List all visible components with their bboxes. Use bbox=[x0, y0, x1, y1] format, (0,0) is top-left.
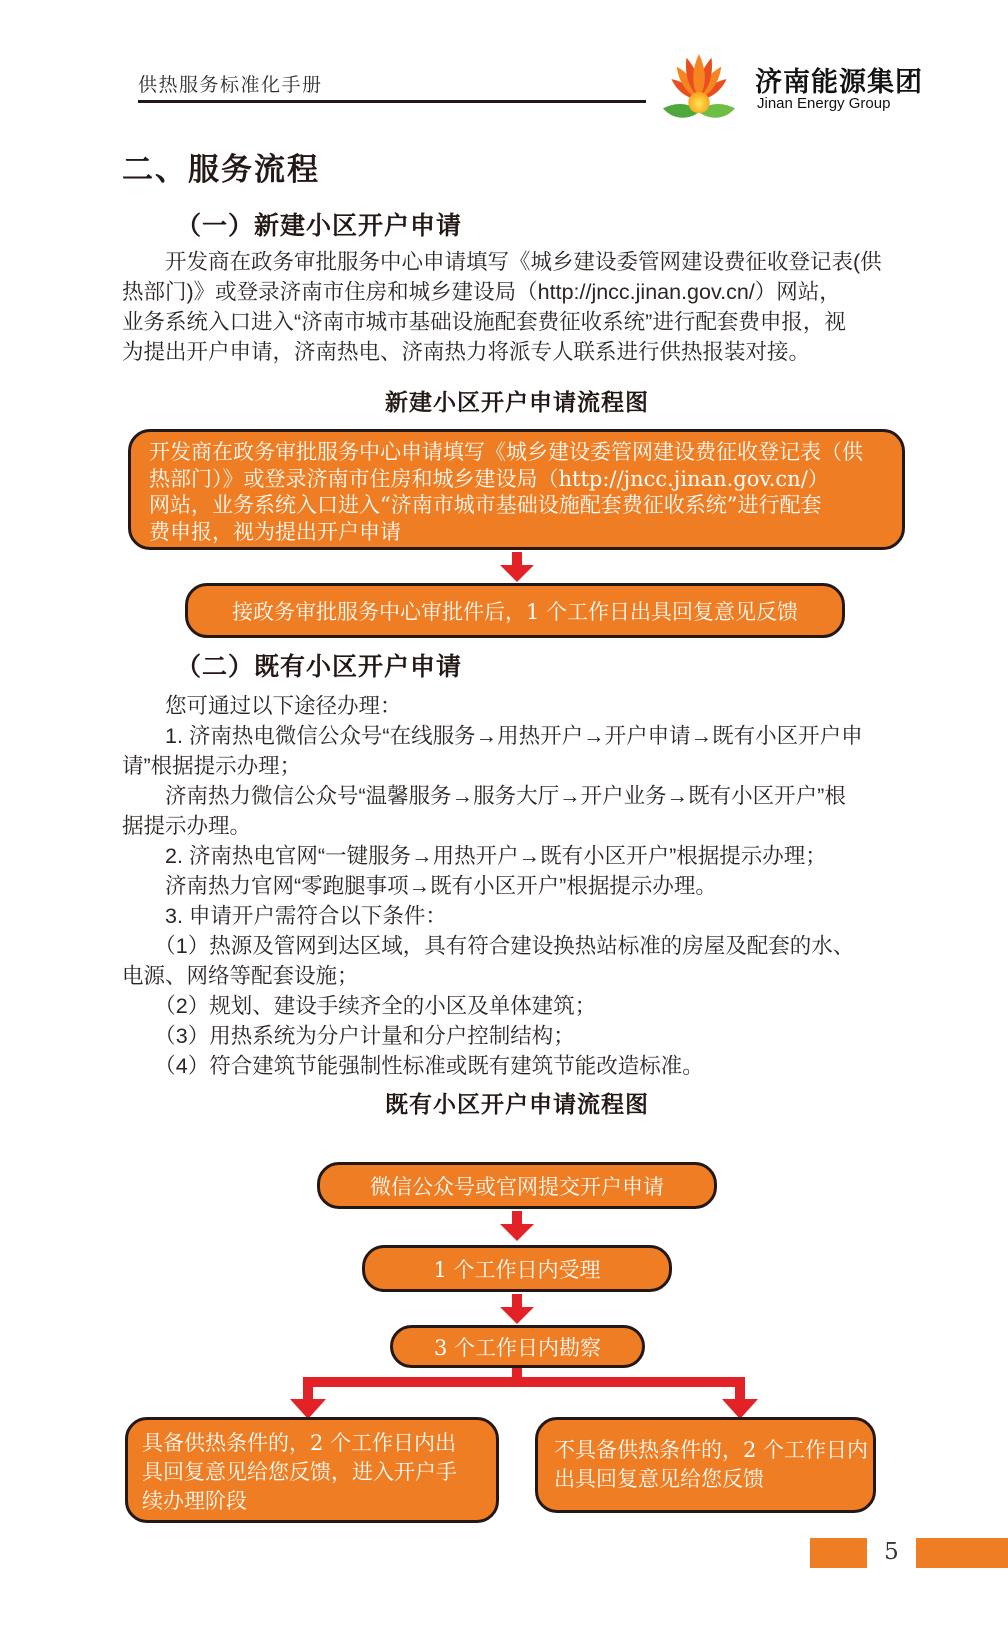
company-name-en: Jinan Energy Group bbox=[757, 95, 891, 112]
body-paragraph-1: 开发商在政务审批服务中心申请填写《城乡建设委管网建设费征收登记表(供 热部门)》或登录济南市住房和城乡建设局（http://jncc.jinan.gov.cn/）网站， 业务系统入口进入“济南市城市基础设施配套费征收系统”进行配套费申报，视 为提出开户申请，济南热电、济南热力将派专人联系进行供热报装对接。 bbox=[122, 250, 882, 364]
flowchart-2-title: 既有小区开户申请流程图 bbox=[385, 1091, 649, 1117]
section-title: 二、服务流程 bbox=[122, 152, 320, 187]
flow-box-conditions-not-met: 不具备供热条件的，2 个工作日内 出具回复意见给您反馈 bbox=[535, 1417, 876, 1513]
flame-lotus-icon bbox=[650, 52, 748, 122]
branch-connector-bar bbox=[303, 1377, 745, 1387]
header-rule bbox=[138, 100, 646, 103]
flow-box-reply-feedback: 接政务审批服务中心审批件后，1 个工作日出具回复意见反馈 bbox=[185, 583, 845, 638]
down-arrow-icon bbox=[500, 1294, 534, 1324]
footer-bar-left bbox=[810, 1538, 867, 1568]
branch-left-stem bbox=[303, 1386, 313, 1400]
flow-box-developer-apply: 开发商在政务审批服务中心申请填写《城乡建设委管网建设费征收登记表（供 热部门）》或登录济南市住房和城乡建设局（http://jncc.jinan.gov.cn/） 网站，业务系统入口进入“济南市城市基础设施配套费征收系统”进行配套 费申报，视为提出开户申请 bbox=[128, 429, 905, 550]
flow-box-accept: 1 个工作日内受理 bbox=[362, 1245, 672, 1292]
flow-box-conditions-met: 具备供热条件的，2 个工作日内出 具回复意见给您反馈，进入开户手 续办理阶段 bbox=[125, 1417, 499, 1523]
branch-right-stem bbox=[735, 1386, 745, 1400]
subsection-2-heading: （二）既有小区开户申请 bbox=[176, 653, 463, 681]
doc-title: 供热服务标准化手册 bbox=[138, 75, 323, 96]
down-arrow-icon bbox=[500, 1211, 534, 1241]
footer-bar-right bbox=[916, 1538, 1008, 1568]
flow-box-survey: 3 个工作日内勘察 bbox=[390, 1325, 645, 1368]
down-arrowhead-icon bbox=[290, 1399, 326, 1419]
page-number: 5 bbox=[884, 1539, 899, 1565]
body-paragraph-2: 您可通过以下途径办理： 1. 济南热电微信公众号“在线服务→用热开户→开户申请→既有小区开户申 请”根据提示办理； 济南热力微信公众号“温馨服务→服务大厅→开户业务→既有小区开户”根 据提示办理。 2. 济南热电官网“一键服务→用热开户→既有小区开户”根据提示办理； 济南热力官网“零跑腿事项→既有小区开户”根据提示办理。 3. 申请开户需符合以下条件： （1）热源及管网到达区域，具有符合建设换热站标准的房屋及配套的水、 电源、网络等配套设施； （2）规划、建设手续齐全的小区及单体建筑； （3）用热系统为分户计量和分户控制结构； （4）符合建筑节能强制性标准或既有建筑节能改造标准。 bbox=[122, 694, 863, 1078]
down-arrowhead-icon bbox=[722, 1399, 758, 1419]
flow-box-submit-application: 微信公众号或官网提交开户申请 bbox=[317, 1162, 717, 1209]
flowchart-1-title: 新建小区开户申请流程图 bbox=[385, 389, 649, 415]
down-arrow-icon bbox=[500, 552, 534, 582]
subsection-1-heading: （一）新建小区开户申请 bbox=[176, 212, 463, 240]
company-name-cn: 济南能源集团 bbox=[755, 67, 923, 97]
